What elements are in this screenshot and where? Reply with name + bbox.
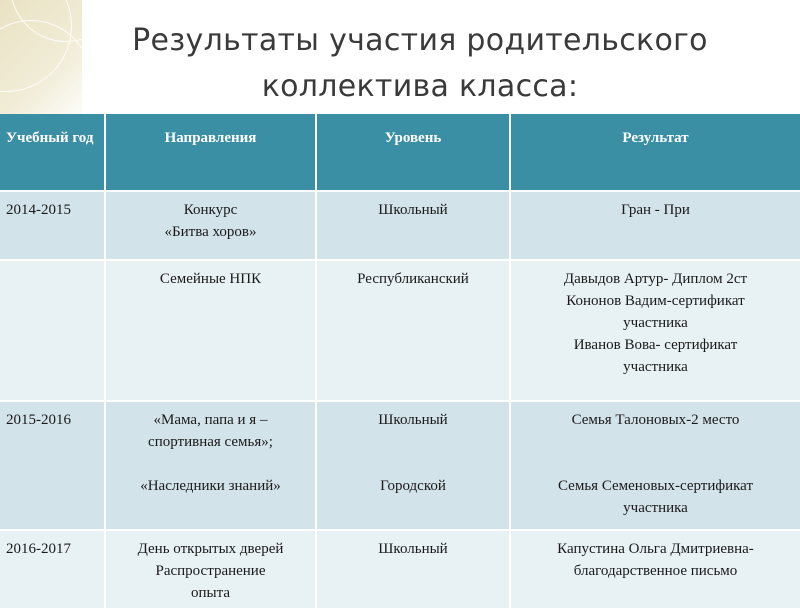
- cell-direction: [105, 530, 316, 608]
- header-level: Уровень: [316, 114, 510, 191]
- cell-result: [510, 260, 800, 401]
- table-row: [0, 191, 800, 260]
- results-table: [0, 114, 800, 608]
- cell-year: 2016-2017: [0, 530, 105, 608]
- result-line: участника: [623, 500, 688, 516]
- title-line-2: коллектива класса:: [261, 69, 579, 104]
- result-line: Капустина Ольга Дмитриевна-: [557, 541, 754, 557]
- direction-line: спортивная семья»;: [148, 434, 273, 450]
- slide-title: [90, 18, 750, 110]
- direction-line: «Мама, папа и я –: [153, 412, 268, 428]
- cell-direction: [105, 260, 316, 401]
- header-result: Результат: [510, 114, 800, 191]
- result-line: участника: [623, 315, 688, 331]
- cell-year: [0, 260, 105, 401]
- table-header-row: [0, 114, 800, 191]
- title-line-1: Результаты участия родительского: [132, 23, 708, 58]
- result-line: Кононов Вадим-сертификат: [566, 293, 745, 309]
- direction-line: Семейные НПК: [159, 271, 262, 287]
- table-row: [0, 401, 800, 530]
- result-line: участника: [623, 359, 688, 375]
- direction-line: «Битва хоров»: [164, 224, 257, 240]
- cell-level: [316, 401, 510, 530]
- level-line: Школьный: [378, 412, 448, 428]
- result-line: Давыдов Артур- Диплом 2ст: [563, 271, 748, 287]
- result-line: Семья Семеновых-сертификат: [557, 478, 754, 494]
- table-row: [0, 260, 800, 401]
- cell-year: 2014-2015: [0, 191, 105, 260]
- cell-direction: [105, 191, 316, 260]
- cell-result: [510, 530, 800, 608]
- direction-line: «Наследники знаний»: [140, 478, 281, 494]
- direction-line: Конкурс: [183, 202, 238, 218]
- direction-line: Распространение: [155, 563, 266, 579]
- cell-level: Школьный: [316, 530, 510, 608]
- cell-direction: [105, 401, 316, 530]
- result-line: Иванов Вова- сертификат: [573, 337, 738, 353]
- direction-line: опыта: [190, 585, 230, 601]
- header-year: Учебный год: [0, 114, 105, 191]
- cell-level: Школьный: [316, 191, 510, 260]
- table-row: [0, 530, 800, 608]
- result-line: Семья Талоновых-2 место: [571, 412, 740, 428]
- cell-result: [510, 401, 800, 530]
- cell-result: Гран - При: [510, 191, 800, 260]
- level-line: Городской: [380, 478, 446, 494]
- result-line: благодарственное письмо: [573, 563, 738, 579]
- direction-line: День открытых дверей: [137, 541, 284, 557]
- decorative-corner: [0, 0, 82, 130]
- header-direction: Направления: [105, 114, 316, 191]
- cell-year: 2015-2016: [0, 401, 105, 530]
- cell-level: Республиканский: [316, 260, 510, 401]
